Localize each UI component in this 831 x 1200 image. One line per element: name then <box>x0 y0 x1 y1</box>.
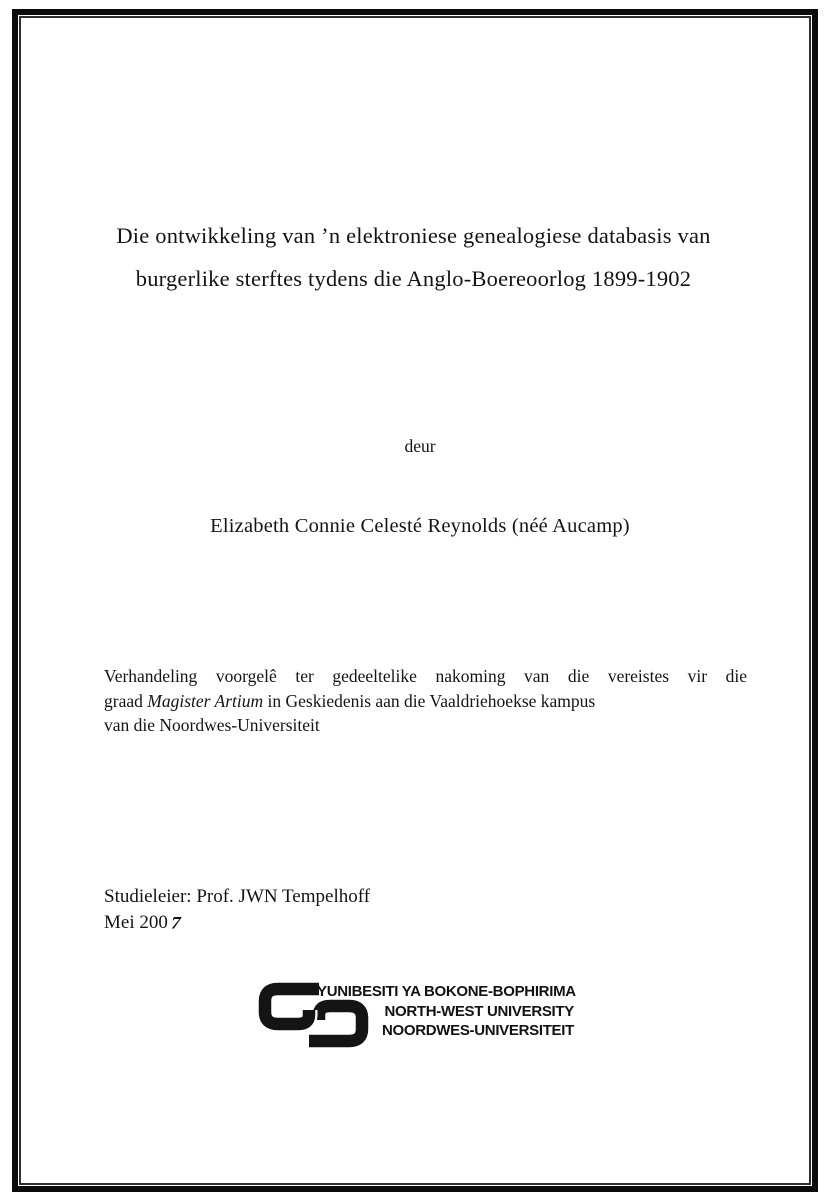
declaration-line-2-prefix: graad <box>104 690 148 711</box>
supervisor-line: Studieleier: Prof. JWN Tempelhoff <box>104 886 371 907</box>
university-logo <box>257 982 577 1052</box>
declaration-line-1: Verhandeling voorgelê ter gedeeltelike nakoming van die vereistes vir die <box>104 666 747 686</box>
date-prefix: Mei 200 <box>104 911 168 933</box>
date-final-digit: 7 <box>168 913 183 933</box>
declaration-line-2-suffix: in Geskiedenis aan die Vaaldriehoekse kampus <box>263 690 596 711</box>
thesis-title <box>48 214 779 300</box>
declaration-line-3: van die Noordwes-Universiteit <box>104 715 320 735</box>
author-name: Elizabeth Connie Celesté Reynolds (néé Aucamp) <box>210 515 630 537</box>
date-line <box>104 910 370 936</box>
declaration-line-2 <box>104 689 747 714</box>
supervisor-and-date <box>104 884 370 935</box>
logo-line-setswana: YUNIBESITI YA BOKONE-BOPHIRIMA <box>317 983 576 1000</box>
degree-name-italic: Magister Artium <box>147 690 264 711</box>
byline-label: deur <box>404 436 436 456</box>
thesis-title-line-1: Die ontwikkeling van ’n elektroniese genealogiese databasis van <box>116 223 711 248</box>
university-logo-wordmark <box>317 982 574 1041</box>
thesis-title-line-2: burgerlike sterftes tydens die Anglo-Boereoorlog 1899-1902 <box>135 266 692 291</box>
logo-line-english: NORTH-WEST UNIVERSITY <box>384 1002 574 1020</box>
degree-declaration <box>104 664 747 738</box>
logo-line-afrikaans: NOORDWES-UNIVERSITEIT <box>381 1022 574 1039</box>
